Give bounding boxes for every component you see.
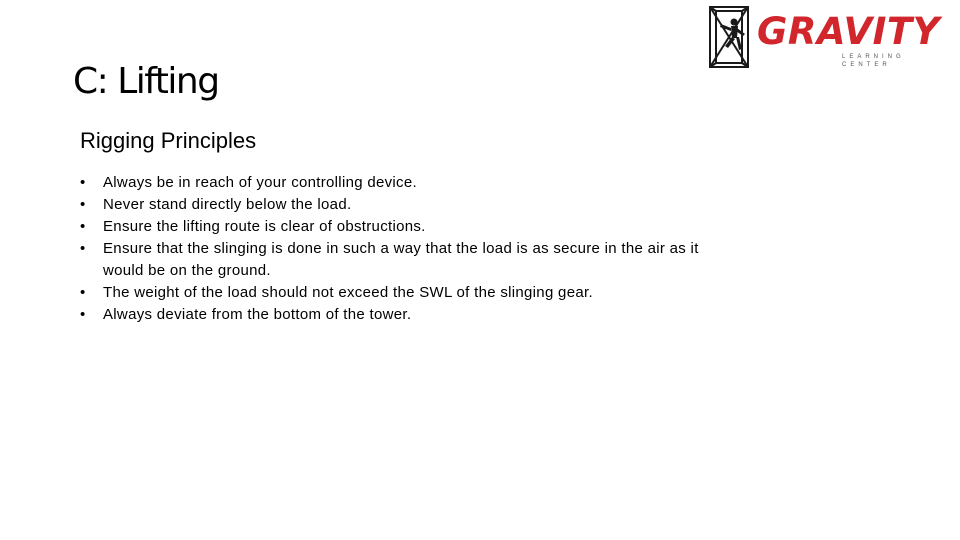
bullet-dot: • — [80, 240, 86, 257]
bullet-text: Never stand directly below the load. — [103, 196, 352, 213]
bullet-dot: • — [80, 306, 86, 323]
bullet-text: Always be in reach of your controlling device. — [103, 174, 417, 191]
bullet-text: The weight of the load should not exceed the SWL of the slinging gear. — [103, 284, 593, 301]
bullet-text: Ensure that the slinging is done in such a way that the load is as secure in the air as it would be on the ground. — [103, 240, 699, 279]
bullet-item — [80, 282, 720, 304]
bullet-text: Ensure the lifting route is clear of obstructions. — [103, 218, 426, 235]
logo-tagline: LEARNING CENTER — [842, 54, 905, 68]
bullet-dot: • — [80, 218, 86, 235]
bullet-dot: • — [80, 196, 86, 213]
slide-title: C: Lifting — [73, 61, 219, 102]
bullet-item — [80, 304, 720, 326]
bullet-item — [80, 194, 720, 216]
logo-wordmark: GRAVITY — [757, 10, 940, 53]
bullet-text: Always deviate from the bottom of the tower. — [103, 306, 412, 323]
bullet-item — [80, 216, 720, 238]
bullet-dot: • — [80, 174, 86, 191]
slide-subtitle: Rigging Principles — [80, 128, 257, 153]
bullet-item — [80, 172, 720, 194]
bullet-dot: • — [80, 284, 86, 301]
climber-in-tower-icon — [707, 4, 753, 70]
gravity-logo — [707, 4, 953, 72]
bullet-item — [80, 238, 720, 282]
bullet-list — [80, 172, 720, 326]
